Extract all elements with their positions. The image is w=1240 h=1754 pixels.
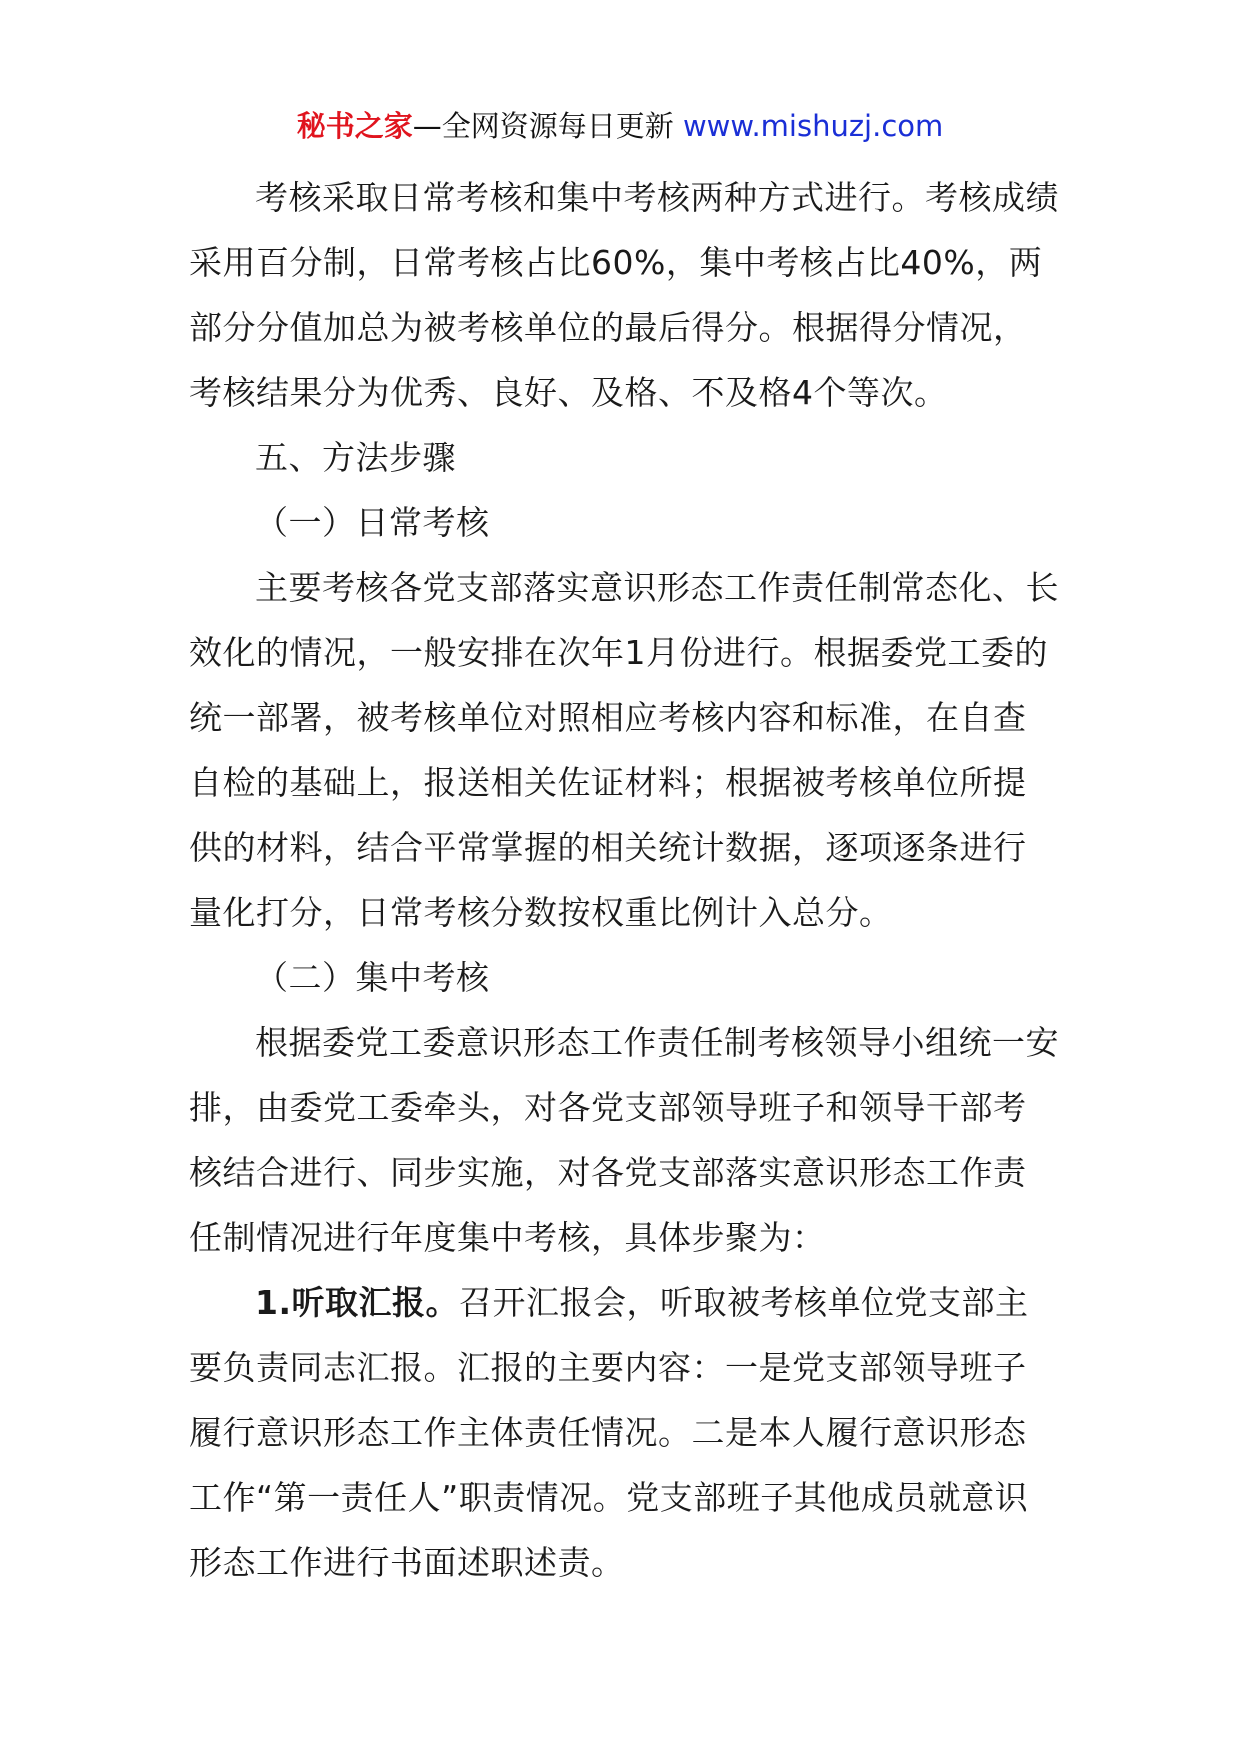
subheading-centralized-assessment: （二）集中考核 xyxy=(255,958,490,997)
hear-report-text: 召开汇报会，听取被考核单位党支部主要负责同志汇报。汇报的主要内容：一是党支部领导班子履行意识形态工作主体责任情况。二是本人履行意识形态工作“第一责任人”职责情况。党支部班子其他成员就意识形态工作进行书面述职述责。 xyxy=(189,1283,1029,1582)
paragraph-centralized-assessment: 根据委党工委意识形态工作责任制考核领导小组统一安排，由委党工委牵头，对各党支部领导班子和领导干部考核结合进行、同步实施，对各党支部落实意识形态工作责任制情况进行年度集中考核，具体步聚为： xyxy=(189,1023,1059,1257)
header-tagline: —全网资源每日更新 xyxy=(412,109,683,143)
section-heading-methods: 五、方法步骤 xyxy=(255,438,456,477)
header-url-link[interactable]: www.mishuzj.com xyxy=(682,109,944,143)
paragraph-hear-report xyxy=(189,1270,1059,1595)
paragraph-assessment-method: 考核采取日常考核和集中考核两种方式进行。考核成绩采用百分制，日常考核占比60%，集中考核占比40%，两部分分值加总为被考核单位的最后得分。根据得分情况，考核结果分为优秀、良好、及格、不及格4个等次。 xyxy=(189,178,1059,412)
brand-name: 秘书之家 xyxy=(296,109,413,143)
hear-report-lead: 1.听取汇报。 xyxy=(255,1283,459,1322)
document-body xyxy=(189,165,1059,1595)
paragraph-daily-assessment: 主要考核各党支部落实意识形态工作责任制常态化、长效化的情况，一般安排在次年1月份进行。根据委党工委的统一部署，被考核单位对照相应考核内容和标准，在自查自检的基础上，报送相关佐证材料；根据被考核单位所提供的材料，结合平常掌握的相关统计数据，逐项逐条进行量化打分，日常考核分数按权重比例计入总分。 xyxy=(189,568,1059,932)
subheading-daily-assessment: （一）日常考核 xyxy=(255,503,490,542)
page-header xyxy=(0,104,1240,148)
